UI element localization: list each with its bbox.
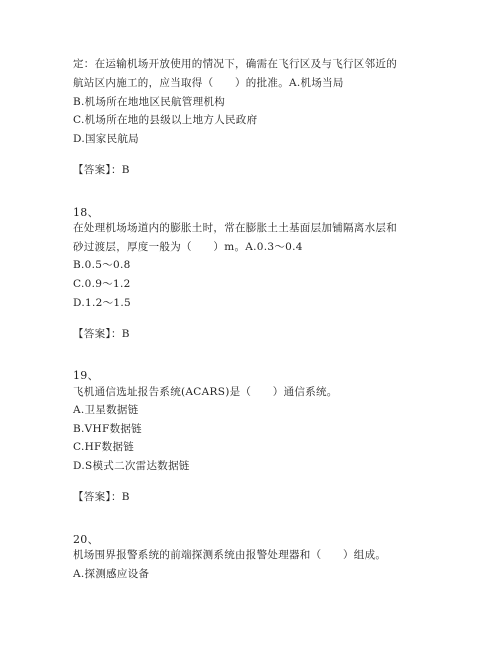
q19-option-c: C.HF数据链 bbox=[73, 441, 135, 453]
q19-option-d: D.S模式二次雷达数据链 bbox=[73, 460, 190, 472]
q17-stem-line-2: 航站区内施工的，应当取得（ ）的批准。A.机场当局 bbox=[73, 77, 344, 89]
q18-answer: 【答案】：B bbox=[73, 328, 130, 340]
q20-option-a: A.探测感应设备 bbox=[73, 568, 150, 580]
q20-number: 20、 bbox=[73, 533, 99, 546]
q18-option-b: B.0.5～0.8 bbox=[73, 259, 131, 271]
q19-number: 19、 bbox=[73, 369, 99, 382]
q18-stem-line-1: 在处理机场场道内的膨胀土时，常在膨胀土土基面层加铺隔离水层和 bbox=[73, 222, 397, 234]
q19-option-b: B.VHF数据链 bbox=[73, 423, 142, 435]
q20-stem-line-1: 机场围界报警系统的前端探测系统由报警处理器和（ ）组成。 bbox=[73, 549, 387, 561]
q17-stem-line-1: 定：在运输机场开放使用的情况下，确需在飞行区及与飞行区邻近的 bbox=[73, 58, 397, 70]
q17-option-d: D.国家民航局 bbox=[73, 133, 139, 145]
q17-option-c: C.机场所在地的县级以上地方人民政府 bbox=[73, 114, 258, 126]
q18-number: 18、 bbox=[73, 206, 99, 219]
q19-answer: 【答案】：B bbox=[73, 491, 130, 503]
q18-option-c: C.0.9～1.2 bbox=[73, 278, 131, 290]
q19-stem-line-1: 飞机通信选址报告系统(ACARS)是（ ）通信系统。 bbox=[73, 386, 338, 398]
q18-stem-line-2: 砂过渡层，厚度一般为（ ）m。A.0.3～0.4 bbox=[73, 241, 303, 253]
q17-answer: 【答案】：B bbox=[73, 164, 130, 176]
q19-option-a: A.卫星数据链 bbox=[73, 404, 139, 416]
q18-option-d: D.1.2～1.5 bbox=[73, 297, 131, 309]
q17-option-b: B.机场所在地地区民航管理机构 bbox=[73, 96, 226, 108]
